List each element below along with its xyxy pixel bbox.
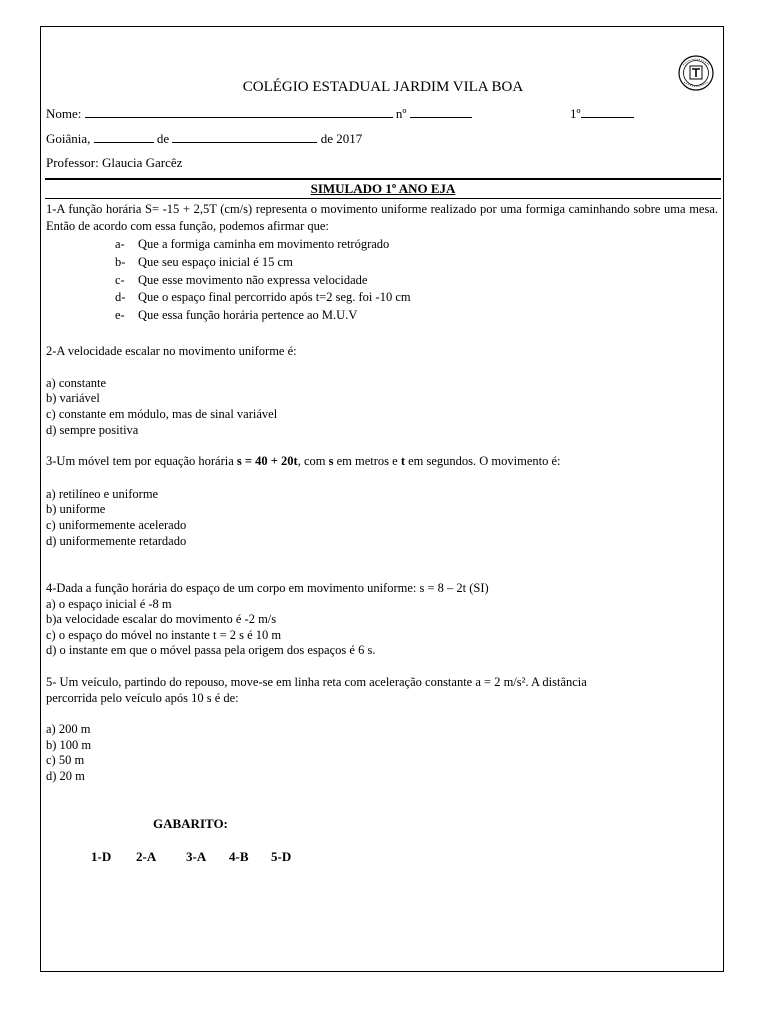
q4-option: a) o espaço inicial é -8 m [46, 597, 172, 611]
nome-field[interactable] [85, 105, 393, 118]
de-label-1: de [156, 131, 170, 146]
turma-field[interactable] [581, 105, 634, 118]
q1-option-letter: c- [115, 273, 125, 287]
q1-option-letter: a- [115, 237, 125, 251]
professor-name: Glaucia Garcêz [101, 155, 183, 170]
q2-option: a) constante [46, 376, 107, 390]
school-name: COLÉGIO ESTADUAL JARDIM VILA BOA [242, 79, 524, 95]
header-divider [45, 178, 721, 180]
q1-option-letter: d- [115, 290, 126, 304]
nome-row [46, 105, 472, 122]
q2-option: b) variável [46, 391, 100, 405]
numero-label: nº [395, 106, 407, 121]
document-frame [40, 26, 724, 972]
q1-option-text: Que essa função horária pertence ao M.U.V [138, 308, 358, 322]
q1-option-text: Que esse movimento não expressa velocidade [138, 273, 368, 287]
q2-option: d) sempre positiva [46, 423, 139, 437]
q3-option: b) uniforme [46, 502, 106, 516]
month-field[interactable] [172, 130, 317, 143]
q1-option-text: Que o espaço final percorrido após t=2 seg. foi -10 cm [138, 290, 411, 304]
q5-option: b) 100 m [46, 738, 92, 752]
professor-label: Professor: [46, 155, 99, 170]
q1-option-text: Que seu espaço inicial é 15 cm [138, 255, 293, 269]
q5-text-line2: percorrida pelo veículo após 10 s é de: [46, 691, 239, 705]
q3-var-s: s [328, 454, 334, 468]
q3-text-mid1: , com [297, 454, 329, 468]
q3-option: c) uniformemente acelerado [46, 518, 187, 532]
q5-option: a) 200 m [46, 722, 91, 736]
q3-equation: s = 40 + 20t [236, 454, 298, 468]
numero-field[interactable] [410, 105, 472, 118]
q1-option-letter: e- [115, 308, 125, 322]
gabarito-answer: 3-A [186, 849, 207, 864]
q4-option: b)a velocidade escalar do movimento é -2 m/s [46, 612, 277, 626]
q4-option: d) o instante em que o móvel passa pela origem dos espaços é 6 s. [46, 643, 376, 657]
q5-option: d) 20 m [46, 769, 85, 783]
turma-label: 1º [570, 106, 581, 121]
q1-option-letter: b- [115, 255, 126, 269]
q5-option: c) 50 m [46, 753, 85, 767]
q3-var-t: t [400, 454, 405, 468]
q1-text: 1-A função horária S= -15 + 2,5T (cm/s) representa o movimento uniforme realizado por uma formiga caminhando sobre uma mesa. Então de acordo com essa função, podemos afirmar que: [46, 202, 718, 233]
q4-text: 4-Dada a função horária do espaço de um corpo em movimento uniforme: s = 8 – 2t (SI) [46, 581, 489, 595]
de-label-2: de 2017 [320, 131, 363, 146]
q3-option: a) retilíneo e uniforme [46, 487, 159, 501]
gabarito-answer: 1-D [91, 849, 112, 864]
turma-row [570, 105, 634, 122]
q1-option-text: Que a formiga caminha em movimento retrógrado [138, 237, 390, 251]
q3-text [46, 454, 561, 469]
professor-row [46, 155, 182, 171]
date-row [46, 130, 362, 147]
q5-text-line1: 5- Um veículo, partindo do repouso, move-se em linha reta com aceleração constante a = 2 m/s². A distância [46, 675, 587, 689]
q2-option: c) constante em módulo, mas de sinal variável [46, 407, 278, 421]
q3-option: d) uniformemente retardado [46, 534, 187, 548]
q4-option: c) o espaço do móvel no instante t = 2 s é 10 m [46, 628, 282, 642]
title-divider [45, 198, 721, 199]
gabarito-answer: 2-A [136, 849, 157, 864]
nome-label: Nome: [46, 106, 82, 121]
gabarito-title: GABARITO: [153, 816, 228, 831]
q3-text-mid2: em metros e [333, 454, 401, 468]
cidade-label: Goiânia, [46, 131, 91, 146]
q2-text: 2-A velocidade escalar no movimento uniforme é: [46, 344, 297, 358]
q3-text-after: em segundos. O movimento é: [404, 454, 561, 468]
q3-text-before: 3-Um móvel tem por equação horária [46, 454, 237, 468]
exam-title: SIMULADO 1º ANO EJA [310, 181, 456, 196]
day-field[interactable] [94, 130, 154, 143]
gabarito-answer: 5-D [271, 849, 292, 864]
gabarito-answer: 4-B [229, 849, 249, 864]
